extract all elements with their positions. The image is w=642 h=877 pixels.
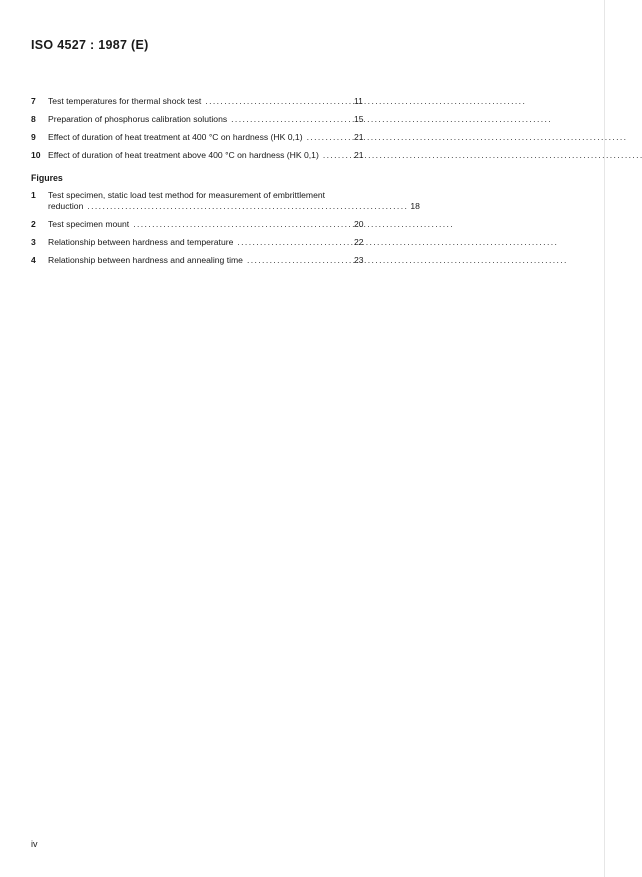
entry-number: 1 [31,190,36,200]
entry-page: 20 [354,219,364,229]
entry-page: 21 [354,132,364,142]
document-header: ISO 4527 : 1987 (E) [31,38,149,52]
entry-number: 2 [31,219,36,229]
entry-page: 21 [354,150,364,160]
entry-label: Preparation of phosphorus calibration solutions [48,114,228,124]
entry-page: 18 [410,201,420,211]
entry-label-line1: Test specimen, static load test method for measurement of embrittlement [48,190,326,200]
entry-number: 7 [31,96,36,106]
entry-label-line2: reduction [48,201,84,211]
leader-dots [205,96,350,107]
figures-heading: Figures [31,173,63,183]
toc-entry[interactable] [31,190,420,212]
leader-dots [247,255,350,266]
entry-page: 23 [354,255,364,265]
toc-entry[interactable] [31,237,376,248]
page-number: iv [31,839,38,849]
entry-page: 15 [354,114,364,124]
entry-label: Test temperatures for thermal shock test [48,96,202,106]
entry-label: Effect of duration of heat treatment at 400 °C on hardness (HK 0,1) [48,132,303,142]
figures-list [31,190,420,273]
leader-dots [237,237,350,248]
entry-label: Relationship between hardness and annealing time [48,255,243,265]
toc-entry[interactable] [31,114,376,125]
entry-page: 11 [354,96,363,106]
entry-number: 4 [31,255,36,265]
leader-dots [87,201,406,212]
leader-dots [133,219,350,230]
entry-number: 10 [31,150,41,160]
entry-label: Test specimen mount [48,219,130,229]
toc-entry[interactable] [31,132,376,143]
entry-number: 3 [31,237,36,247]
leader-dots [307,132,350,143]
entry-label: Effect of duration of heat treatment above 400 °C on hardness (HK 0,1) [48,150,319,160]
toc-entry[interactable] [31,219,376,230]
entry-label: Relationship between hardness and temperature [48,237,234,247]
toc-entry[interactable] [31,255,376,266]
leader-dots [231,114,350,125]
entry-number: 8 [31,114,36,124]
entry-number: 9 [31,132,36,142]
tables-list [31,96,376,168]
toc-entry[interactable] [31,150,376,161]
entry-page: 22 [354,237,364,247]
leader-dots [323,150,350,161]
toc-entry[interactable] [31,96,376,107]
